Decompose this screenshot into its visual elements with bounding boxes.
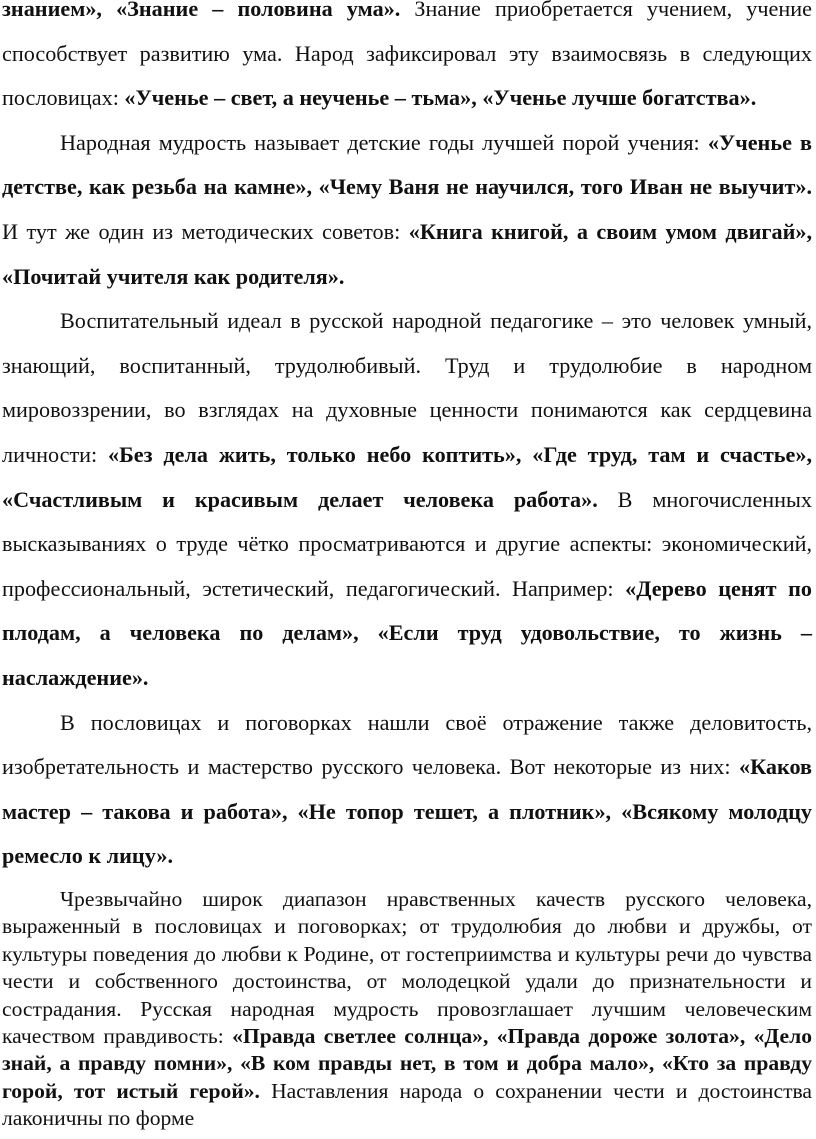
- text-segment: В пословицах и поговорках нашли своё отражение также деловитость, изобретательность и мастерство русского человека. Вот некоторые из них:: [2, 709, 812, 780]
- text-segment: «Каков мастер – такова и работа», «Не топор тешет, а плотник», «Всякому молодцу ремесло к лицу».: [2, 754, 812, 869]
- paragraph-truthfulness: [2, 886, 812, 1133]
- text-segment: И тут же один из методических советов:: [2, 218, 409, 244]
- paragraph-mastery: [2, 701, 812, 879]
- text-segment: «Без дела жить, только небо коптить», «Где труд, там и счастье», «Счастливым и красивым делает человека работа».: [2, 441, 812, 512]
- text-segment: Народная мудрость называет детские годы лучшей порой учения:: [60, 129, 708, 155]
- text-segment: Чрезвычайно широк диапазон нравственных качеств русского человека, выраженный в пословицах и поговорках; от трудолюбия до любви и дружбы, от культуры поведения до любви к Родине, от гостеприимства и культуры речи до чувства чести и собственного достоинства, от молодецкой удали до признательности и сострадания. Русская народная мудрость провозглашает лучшим человеческим качеством правдивость:: [2, 886, 812, 1048]
- text-segment: «Ученье в детстве, как резьба на камне», «Чему Ваня не научился, того Иван не выучит».: [2, 129, 812, 200]
- paragraph-labor: [2, 299, 812, 700]
- text-segment: «Книга книгой, а своим умом двигай», «Почитай учителя как родителя».: [2, 218, 812, 289]
- text-segment: «Ученье – свет, а неученье – тьма», «Ученье лучше богатства».: [124, 85, 757, 111]
- paragraph-knowledge: [2, 0, 812, 121]
- paragraph-childhood: [2, 121, 812, 299]
- text-segment: Наставления народа о сохранении чести и достоинства лаконичны по форме: [2, 1078, 812, 1131]
- text-segment: «Дерево ценят по плодам, а человека по делам», «Если труд удовольствие, то жизнь – наслаждение».: [2, 575, 812, 690]
- text-segment: знанием», «Знание – половина ума».: [2, 0, 401, 21]
- text-segment: Воспитательный идеал в русской народной педагогике – это человек умный, знающий, воспитанный, трудолюбивый. Труд и трудолюбие в народном мировоззрении, во взглядах на духовные ценности понимаются как сердцевина личности:: [2, 308, 812, 467]
- text-segment: Знание приобретается учением, учение способствует развитию ума. Народ зафиксировал эту взаимосвязь в следующих пословицах:: [2, 0, 813, 111]
- text-segment: В многочисленных высказываниях о труде чётко просматриваются и другие аспекты: экономический, профессиональный, эстетический, педагогический. Например:: [2, 486, 812, 601]
- text-segment: «Правда светлее солнца», «Правда дороже золота», «Дело знай, а правду помни», «В ком правды нет, в том и добра мало», «Кто за правду горой, тот истый герой».: [2, 1023, 813, 1103]
